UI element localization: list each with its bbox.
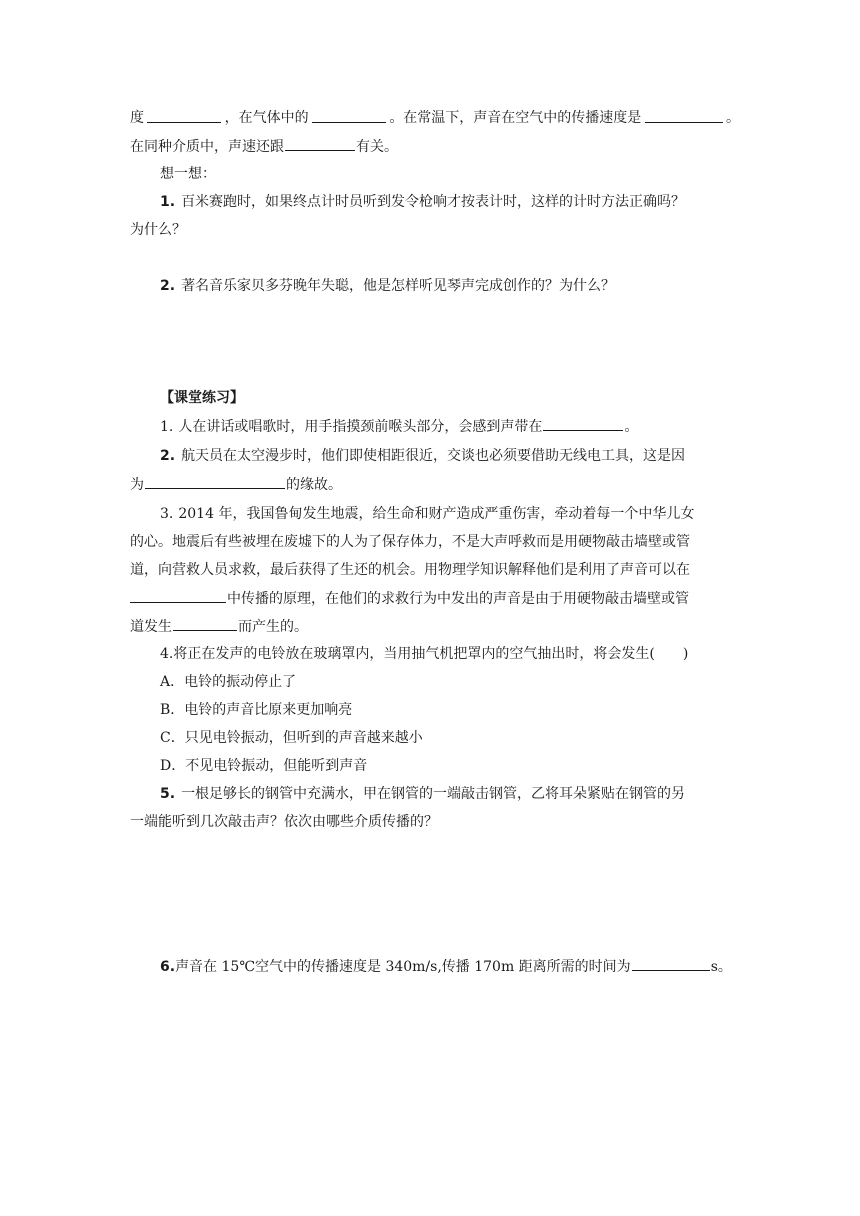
practice-question-5 bbox=[160, 784, 740, 804]
option-c[interactable]: C．只见电铃振动，但听到的声音越来越小 bbox=[160, 730, 423, 746]
question-text: 航天员在太空漫步时，他们即使相距很近，交谈也必须要借助无线电工具，这是因 bbox=[181, 448, 686, 464]
practice-heading: 【课堂练习】 bbox=[160, 390, 244, 406]
question-text: s。 bbox=[710, 959, 732, 975]
question-number: 2. bbox=[160, 278, 176, 294]
question-number: 1. bbox=[160, 194, 176, 210]
practice-question-3-line-3: 道，向营救人员求救，最后获得了生还的机会。用物理学知识解释他们是利用了声音可以在 bbox=[130, 562, 690, 578]
practice-question-4 bbox=[160, 644, 740, 664]
answer-blank[interactable] bbox=[173, 616, 237, 631]
option-a[interactable]: A．电铃的振动停止了 bbox=[160, 674, 297, 690]
answer-blank[interactable] bbox=[632, 956, 710, 971]
practice-question-3-line-5 bbox=[130, 616, 740, 637]
intro-text: ，在气体中的 bbox=[224, 110, 309, 126]
question-text: 4.将正在发声的电铃放在玻璃罩内，当用抽气机把罩内的空气抽出时，将会发生( bbox=[160, 646, 655, 662]
question-text: 的缘故。 bbox=[286, 477, 342, 493]
question-text: 著名音乐家贝多芬晚年失聪，他是怎样听见琴声完成创作的？为什么？ bbox=[181, 278, 616, 294]
question-text: 而产生的。 bbox=[238, 619, 308, 635]
question-number: 6. bbox=[160, 959, 176, 975]
intro-line-1 bbox=[130, 108, 740, 128]
question-text: 2014 年，我国鲁甸发生地震，给生命和财产造成严重伤害，牵动着每一个中华儿女 bbox=[178, 506, 695, 522]
question-text: 人在讲话或唱歌时，用手指摸颈前喉头部分，会感到声带在 bbox=[178, 419, 543, 435]
question-text: ) bbox=[682, 646, 689, 662]
option-b[interactable]: B．电铃的声音比原来更加响亮 bbox=[160, 702, 353, 718]
practice-question-3 bbox=[160, 504, 740, 524]
answer-blank[interactable] bbox=[147, 108, 221, 123]
intro-text: 有关。 bbox=[356, 139, 398, 155]
practice-question-1 bbox=[160, 416, 740, 437]
option-d[interactable]: D．不见电铃振动，但能听到声音 bbox=[160, 758, 368, 774]
practice-question-2 bbox=[160, 446, 740, 466]
question-number: 1. bbox=[160, 419, 174, 435]
practice-question-5-cont: 一端能听到几次敲击声？依次由哪些介质传播的？ bbox=[130, 814, 438, 830]
question-number: 3. bbox=[160, 506, 174, 522]
answer-blank[interactable] bbox=[145, 474, 285, 489]
answer-blank[interactable] bbox=[543, 416, 623, 431]
answer-blank[interactable] bbox=[130, 588, 226, 603]
intro-text: 度 bbox=[130, 110, 144, 126]
practice-question-3-line-2: 的心。地震后有些被埋在废墟下的人为了保存体力，不是大声呼救而是用硬物敲击墙壁或管 bbox=[130, 534, 690, 550]
intro-line-2 bbox=[130, 136, 740, 157]
question-text: 道发生 bbox=[130, 619, 172, 635]
question-text: 为 bbox=[130, 477, 144, 493]
practice-question-2-cont bbox=[130, 474, 740, 495]
question-text: 百米赛跑时，如果终点计时员听到发令枪响才按表计时，这样的计时方法正确吗？ bbox=[181, 194, 686, 210]
answer-blank[interactable] bbox=[312, 108, 386, 123]
think-question-1-cont: 为什么？ bbox=[130, 222, 186, 238]
question-number: 5. bbox=[160, 786, 176, 802]
intro-text: 在同种介质中，声速还跟 bbox=[130, 139, 284, 155]
think-heading: 想一想： bbox=[160, 166, 216, 182]
intro-text: 。在常温下，声音在空气中的传播速度是 bbox=[389, 110, 642, 126]
think-question-2 bbox=[160, 276, 740, 296]
intro-text: 。 bbox=[725, 110, 740, 126]
answer-blank[interactable] bbox=[285, 136, 355, 151]
question-number: 2. bbox=[160, 448, 176, 464]
question-text: 声音在 15℃空气中的传播速度是 340m/s,传播 170m 距离所需的时间为 bbox=[175, 959, 631, 975]
question-text: 中传播的原理，在他们的求救行为中发出的声音是由于用硬物敲击墙壁或管 bbox=[227, 591, 689, 607]
question-text: 。 bbox=[624, 419, 639, 435]
practice-question-6 bbox=[160, 956, 740, 977]
question-text: 一根足够长的钢管中充满水，甲在钢管的一端敲击钢管，乙将耳朵紧贴在钢管的另 bbox=[181, 786, 686, 802]
think-question-1 bbox=[160, 192, 740, 212]
practice-question-3-line-4 bbox=[130, 588, 740, 609]
answer-blank[interactable] bbox=[645, 108, 723, 123]
